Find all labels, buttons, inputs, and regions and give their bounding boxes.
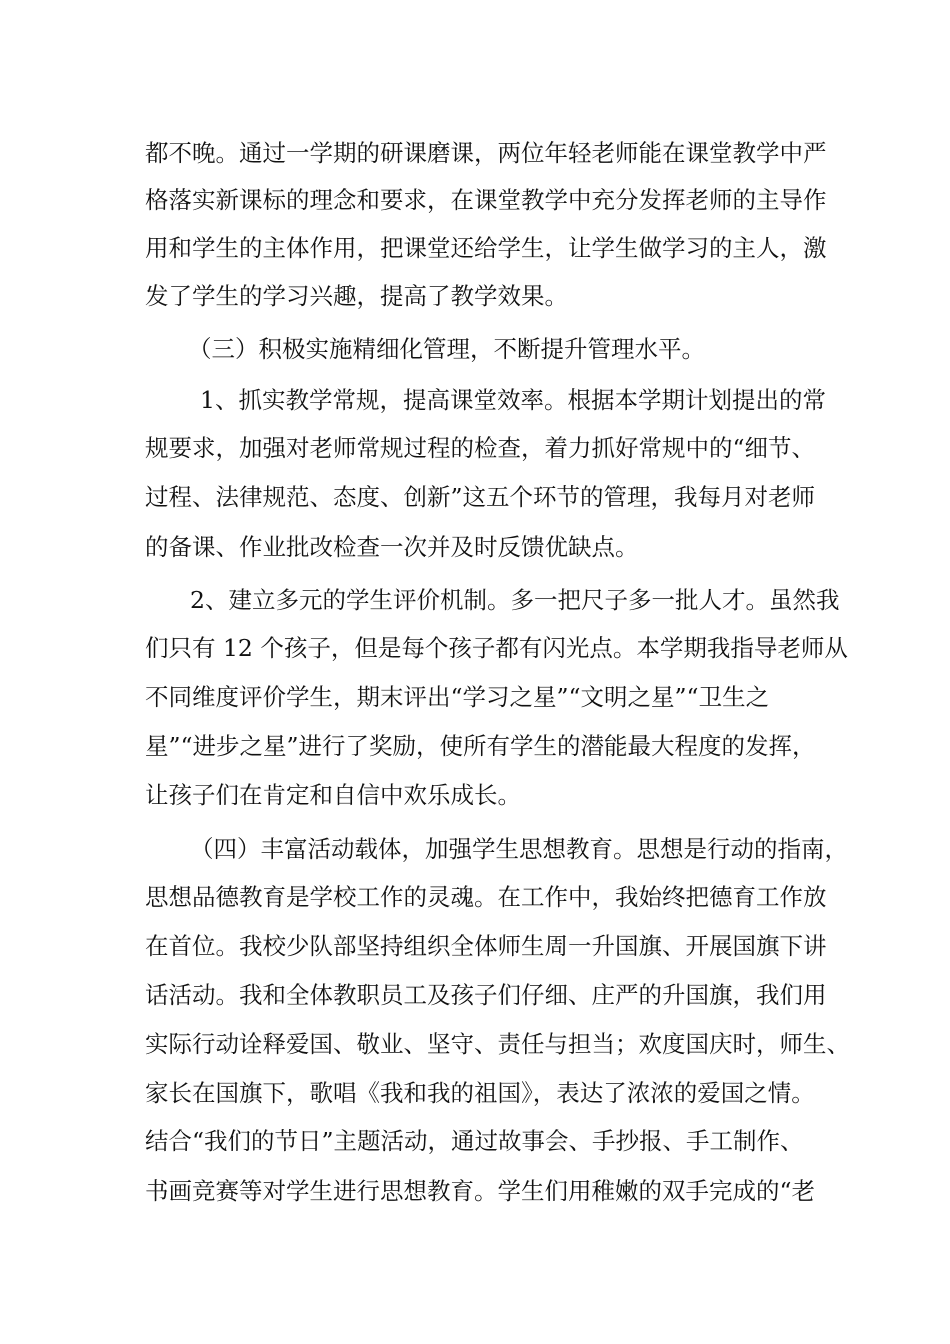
text-line: 都不晚。通过一学期的研课磨课，两位年轻老师能在课堂教学中严: [145, 139, 827, 167]
text-line: 发了学生的学习兴趣，提高了教学效果。: [145, 282, 568, 310]
text-line: 话活动。我和全体教职员工及孩子们仔细、庄严的升国旗，我们用: [145, 981, 827, 1009]
text-line: 星”“进步之星”进行了奖励，使所有学生的潜能最大程度的发挥，: [145, 732, 816, 760]
text-line: 结合“我们的节日”主题活动，通过故事会、手抄报、手工制作、: [145, 1127, 804, 1155]
text-line: 们只有 12 个孩子，但是每个孩子都有闪光点。本学期我指导老师从: [145, 634, 848, 662]
text-line: 在首位。我校少队部坚持组织全体师生周一升国旗、开展国旗下讲: [145, 932, 827, 960]
text-line: 格落实新课标的理念和要求，在课堂教学中充分发挥老师的主导作: [145, 186, 827, 214]
text-line: 规要求，加强对老师常规过程的检查，着力抓好常规中的“细节、: [145, 434, 816, 462]
section-heading: （四）丰富活动载体，加强学生思想教育。思想是行动的指南，: [190, 835, 848, 863]
text-line: 1、抓实教学常规，提高课堂效率。根据本学期计划提出的常: [200, 386, 826, 414]
section-heading: （三）积极实施精细化管理，不断提升管理水平。: [188, 335, 705, 363]
text-line: 实际行动诠释爱国、敬业、坚守、责任与担当；欢度国庆时，师生、: [145, 1030, 850, 1058]
text-line: 让孩子们在肯定和自信中欢乐成长。: [145, 781, 521, 809]
text-line: 不同维度评价学生，期末评出“学习之星”“文明之星”“卫生之: [145, 683, 770, 711]
text-line: 的备课、作业批改检查一次并及时反馈优缺点。: [145, 533, 639, 561]
text-line: 思想品德教育是学校工作的灵魂。在工作中，我始终把德育工作放: [145, 883, 827, 911]
text-line: 过程、法律规范、态度、创新”这五个环节的管理，我每月对老师: [145, 483, 816, 511]
text-line: 2、建立多元的学生评价机制。多一把尺子多一批人才。虽然我: [190, 586, 840, 614]
text-line: 家长在国旗下，歌唱《我和我的祖国》，表达了浓浓的爱国之情。: [145, 1079, 815, 1107]
text-line: 书画竞赛等对学生进行思想教育。学生们用稚嫩的双手完成的“老: [145, 1177, 816, 1205]
text-line: 用和学生的主体作用，把课堂还给学生，让学生做学习的主人，激: [145, 234, 827, 262]
